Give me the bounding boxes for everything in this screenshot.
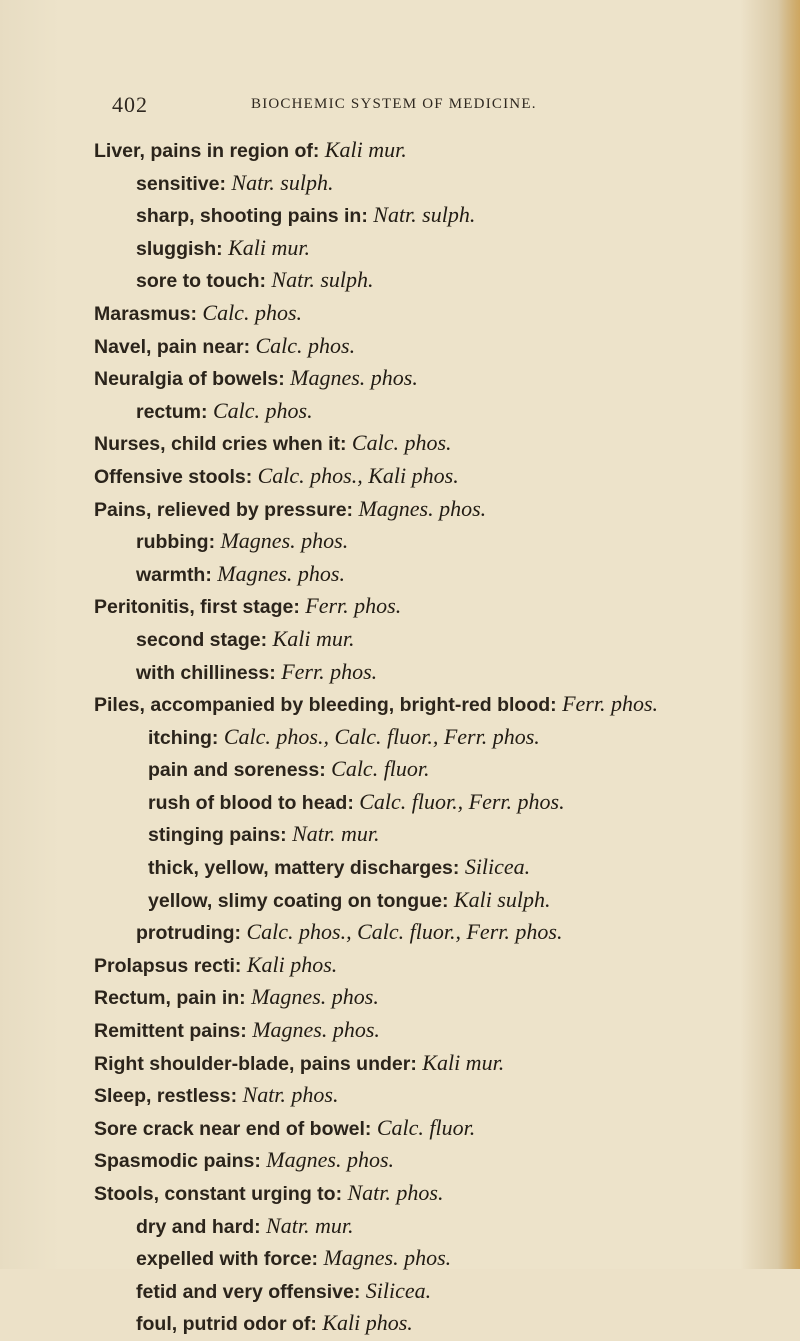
index-entry [0, 395, 800, 428]
entry-remedy: Silicea. [464, 854, 531, 880]
entry-remedy: Magnes. phos. [266, 1147, 395, 1173]
index-entry [0, 623, 800, 656]
index-entry [0, 949, 800, 982]
index-entry [0, 1047, 800, 1080]
index-entry [0, 1242, 800, 1275]
entry-remedy: Kali mur. [272, 625, 355, 651]
entry-remedy: Calc. phos. [255, 332, 356, 358]
entry-term: Spasmodic pains: [94, 1150, 261, 1173]
entry-term: protruding: [136, 922, 242, 945]
entry-remedy: Silicea. [365, 1277, 432, 1303]
entry-remedy: Calc. fluor. [376, 1114, 476, 1140]
index-entry [0, 362, 800, 395]
entry-term: Peritonitis, first stage: [94, 596, 300, 619]
index-entry [0, 460, 800, 493]
running-head: BIOCHEMIC SYSTEM OF MEDICINE. [251, 96, 537, 112]
index-entry [0, 493, 800, 526]
entry-term: rectum: [136, 400, 208, 423]
entry-term: Pains, relieved by pressure: [94, 498, 354, 521]
index-entry [0, 167, 800, 200]
entry-remedy: Calc. fluor., Ferr. phos. [359, 788, 565, 814]
entry-remedy: Calc. phos. [351, 430, 452, 456]
entry-term: foul, putrid odor of: [136, 1313, 317, 1336]
entry-remedy: Kali sulph. [453, 886, 551, 912]
entry-term: Rectum, pain in: [94, 987, 246, 1010]
entry-term: rush of blood to head: [148, 791, 354, 814]
entry-remedy: Kali phos. [322, 1310, 413, 1336]
index-entries [0, 134, 800, 1340]
entry-term: Right shoulder-blade, pains under: [94, 1052, 417, 1075]
entry-remedy: Natr. mur. [266, 1212, 354, 1238]
entry-remedy: Kali mur. [228, 234, 311, 260]
entry-term: second stage: [136, 628, 268, 651]
index-entry [0, 199, 800, 232]
entry-term: itching: [148, 726, 219, 749]
index-entry [0, 656, 800, 689]
entry-term: Nurses, child cries when it: [94, 433, 347, 456]
entry-remedy: Ferr. phos. [562, 691, 659, 717]
entry-remedy: Natr. phos. [242, 1082, 339, 1108]
index-entry [0, 1210, 800, 1243]
entry-remedy: Magnes. phos. [323, 1245, 452, 1271]
entry-remedy: Natr. mur. [292, 821, 380, 847]
index-entry [0, 818, 800, 851]
entry-term: expelled with force: [136, 1248, 319, 1271]
entry-term: Marasmus: [94, 302, 197, 325]
index-entry [0, 916, 800, 949]
index-entry [0, 1144, 800, 1177]
entry-term: Neuralgia of bowels: [94, 368, 285, 391]
index-entry [0, 297, 800, 330]
index-entry [0, 427, 800, 460]
entry-term: sensitive: [136, 172, 226, 195]
entry-term: sluggish: [136, 237, 223, 260]
index-entry [0, 721, 800, 754]
entry-remedy: Calc. phos., Calc. fluor., Ferr. phos. [223, 723, 540, 749]
entry-term: Prolapsus recti: [94, 954, 242, 977]
entry-term: sore to touch: [136, 270, 266, 293]
index-entry [0, 884, 800, 917]
entry-remedy: Calc. phos., Kali phos. [257, 462, 459, 488]
index-entry [0, 232, 800, 265]
index-entry [0, 981, 800, 1014]
entry-term: Navel, pain near: [94, 335, 251, 358]
index-entry [0, 786, 800, 819]
page-header [112, 92, 632, 118]
entry-term: Remittent pains: [94, 1020, 247, 1043]
entry-remedy: Natr. sulph. [231, 169, 334, 195]
entry-remedy: Calc. phos. [212, 397, 313, 423]
entry-remedy: Magnes. phos. [251, 984, 379, 1010]
entry-remedy: Magnes. phos. [252, 1017, 380, 1043]
page-number: 402 [112, 92, 148, 117]
entry-term: pain and soreness: [148, 759, 326, 782]
index-entry [0, 1275, 800, 1308]
index-entry [0, 590, 800, 623]
entry-term: rubbing: [136, 531, 216, 554]
index-entry [0, 330, 800, 363]
entry-remedy: Magnes. phos. [220, 528, 349, 554]
entry-term: Sleep, restless: [94, 1085, 238, 1108]
entry-remedy: Magnes. phos. [217, 560, 345, 586]
entry-term: with chilliness: [136, 661, 276, 684]
entry-term: fetid and very offensive: [136, 1280, 361, 1303]
entry-term: warmth: [136, 563, 212, 586]
entry-term: yellow, slimy coating on tongue: [148, 889, 449, 912]
entry-remedy: Natr. sulph. [373, 202, 476, 228]
index-entry [0, 525, 800, 558]
index-entry [0, 1112, 800, 1145]
index-entry [0, 1307, 800, 1340]
entry-remedy: Calc. fluor. [331, 756, 430, 782]
index-entry [0, 1079, 800, 1112]
index-entry [0, 688, 800, 721]
entry-term: Liver, pains in region of: [94, 140, 320, 162]
entry-remedy: Kali phos. [246, 951, 338, 977]
entry-remedy: Natr. phos. [347, 1180, 444, 1205]
entry-remedy: Ferr. phos. [281, 658, 378, 684]
entry-term: stinging pains: [148, 824, 287, 847]
entry-term: Sore crack near end of bowel: [94, 1117, 372, 1140]
index-entry [0, 753, 800, 786]
entry-remedy: Magnes. phos. [290, 365, 418, 391]
entry-remedy: Natr. sulph. [271, 267, 374, 293]
entry-remedy: Calc. phos. [202, 299, 303, 325]
index-entry [0, 1177, 800, 1210]
index-entry [0, 134, 800, 167]
index-entry [0, 851, 800, 884]
entry-term: sharp, shooting pains in: [136, 205, 368, 228]
entry-remedy: Kali mur. [422, 1049, 505, 1075]
entry-term: Stools, constant urging to: [94, 1183, 343, 1205]
index-entry [0, 558, 800, 591]
index-entry [0, 264, 800, 297]
entry-term: dry and hard: [136, 1215, 261, 1238]
entry-remedy: Ferr. phos. [305, 593, 402, 619]
entry-remedy: Calc. phos., Calc. fluor., Ferr. phos. [246, 919, 563, 945]
entry-remedy: Kali mur. [324, 137, 407, 162]
entry-term: thick, yellow, mattery discharges: [148, 857, 460, 880]
entry-remedy: Magnes. phos. [358, 495, 487, 521]
index-entry [0, 1014, 800, 1047]
entry-term: Offensive stools: [94, 465, 253, 488]
entry-term: Piles, accompanied by bleeding, bright-red blood: [94, 694, 557, 717]
